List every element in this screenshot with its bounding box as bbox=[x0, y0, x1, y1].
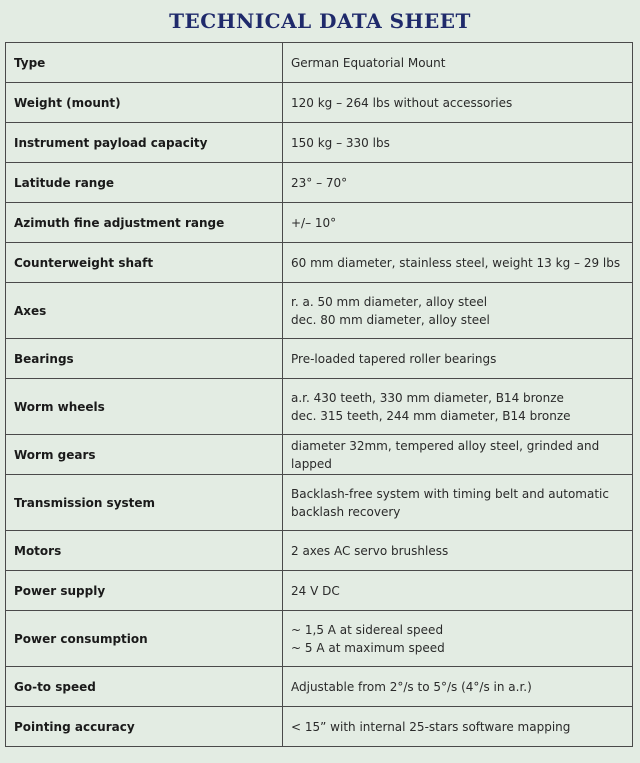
table-row bbox=[6, 531, 633, 571]
table-row bbox=[6, 707, 633, 747]
spec-label: Pointing accuracy bbox=[6, 707, 283, 747]
spec-label: Transmission system bbox=[6, 475, 283, 531]
spec-value-line: dec. 315 teeth, 244 mm diameter, B14 bronze bbox=[291, 408, 571, 423]
spec-value bbox=[283, 531, 633, 571]
spec-value-line: 24 V DC bbox=[291, 583, 340, 598]
spec-value bbox=[283, 571, 633, 611]
table-row bbox=[6, 163, 633, 203]
spec-label: Power consumption bbox=[6, 611, 283, 667]
spec-label: Azimuth fine adjustment range bbox=[6, 203, 283, 243]
spec-value bbox=[283, 667, 633, 707]
spec-value-line: 60 mm diameter, stainless steel, weight 13 kg – 29 lbs bbox=[291, 255, 621, 270]
spec-label: Type bbox=[6, 43, 283, 83]
table-row bbox=[6, 243, 633, 283]
spec-label: Weight (mount) bbox=[6, 83, 283, 123]
spec-value bbox=[283, 707, 633, 747]
spec-value-line: < 15” with internal 25-stars software mapping bbox=[291, 719, 571, 734]
spec-value bbox=[283, 163, 633, 203]
spec-value-line: r. a. 50 mm diameter, alloy steel bbox=[291, 294, 488, 309]
spec-label: Counterweight shaft bbox=[6, 243, 283, 283]
table-row bbox=[6, 43, 633, 83]
spec-value bbox=[283, 203, 633, 243]
spec-value-line: ~ 1,5 A at sidereal speed bbox=[291, 622, 444, 637]
table-row bbox=[6, 83, 633, 123]
spec-label: Axes bbox=[6, 283, 283, 339]
spec-value bbox=[283, 243, 633, 283]
table-row bbox=[6, 379, 633, 435]
spec-value-line: 23° – 70° bbox=[291, 175, 348, 190]
spec-value-line: 150 kg – 330 lbs bbox=[291, 135, 390, 150]
spec-label: Go-to speed bbox=[6, 667, 283, 707]
spec-value bbox=[283, 611, 633, 667]
spec-value bbox=[283, 43, 633, 83]
spec-value-line: Adjustable from 2°/s to 5°/s (4°/s in a.r.) bbox=[291, 679, 532, 694]
spec-value bbox=[283, 339, 633, 379]
spec-table bbox=[5, 42, 633, 747]
table-row bbox=[6, 667, 633, 707]
spec-value-line: German Equatorial Mount bbox=[291, 55, 446, 70]
spec-value bbox=[283, 83, 633, 123]
spec-value-line: 2 axes AC servo brushless bbox=[291, 543, 449, 558]
spec-value-line: backlash recovery bbox=[291, 504, 401, 519]
spec-value-line: diameter 32mm, tempered alloy steel, grinded and lapped bbox=[291, 438, 600, 471]
spec-value bbox=[283, 435, 633, 475]
spec-value bbox=[283, 379, 633, 435]
spec-value-line: a.r. 430 teeth, 330 mm diameter, B14 bronze bbox=[291, 390, 564, 405]
spec-label: Bearings bbox=[6, 339, 283, 379]
spec-value bbox=[283, 283, 633, 339]
spec-label: Instrument payload capacity bbox=[6, 123, 283, 163]
spec-value-line: Backlash-free system with timing belt and automatic bbox=[291, 486, 609, 501]
spec-label: Power supply bbox=[6, 571, 283, 611]
spec-value-line: ~ 5 A at maximum speed bbox=[291, 640, 445, 655]
page-title: TECHNICAL DATA SHEET bbox=[169, 9, 471, 33]
table-row bbox=[6, 203, 633, 243]
spec-label: Worm gears bbox=[6, 435, 283, 475]
spec-value-line: dec. 80 mm diameter, alloy steel bbox=[291, 312, 490, 327]
spec-value bbox=[283, 123, 633, 163]
spec-label: Motors bbox=[6, 531, 283, 571]
spec-value-line: +/– 10° bbox=[291, 215, 337, 230]
spec-value bbox=[283, 475, 633, 531]
spec-value-line: 120 kg – 264 lbs without accessories bbox=[291, 95, 513, 110]
table-row bbox=[6, 571, 633, 611]
spec-label: Worm wheels bbox=[6, 379, 283, 435]
table-row bbox=[6, 339, 633, 379]
spec-label: Latitude range bbox=[6, 163, 283, 203]
table-row bbox=[6, 123, 633, 163]
table-row bbox=[6, 283, 633, 339]
table-row bbox=[6, 435, 633, 475]
spec-value-line: Pre-loaded tapered roller bearings bbox=[291, 351, 497, 366]
table-row bbox=[6, 475, 633, 531]
table-row bbox=[6, 611, 633, 667]
